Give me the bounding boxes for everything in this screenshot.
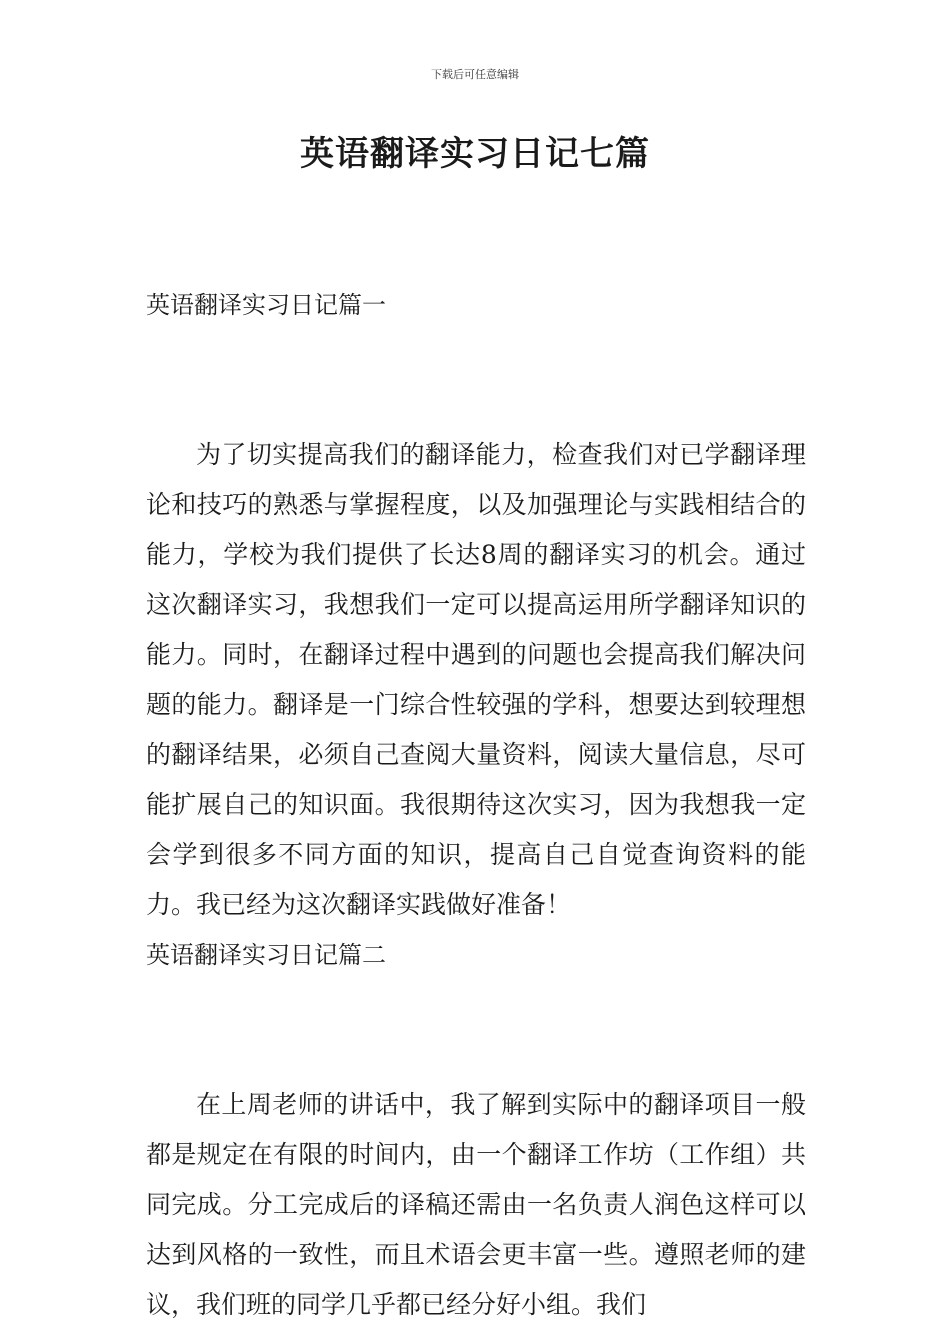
section-heading: 英语翻译实习日记篇一 bbox=[146, 291, 386, 319]
section-heading: 英语翻译实习日记篇二 bbox=[146, 941, 386, 969]
document-title: 英语翻译实习日记七篇 bbox=[300, 134, 650, 174]
document-body bbox=[146, 280, 806, 1330]
section-paragraph: 为了切实提高我们的翻译能力，检查我们对已学翻译理论和技巧的熟悉与掌握程度，以及加强理论与实践相结合的能力，学校为我们提供了长达8周的翻译实习的机会。通过这次翻译实习，我想我们一定可以提高运用所学翻译知识的能力。同时，在翻译过程中遇到的问题也会提高我们解决问题的能力。翻译是一门综合性较强的学科，想要达到较理想的翻译结果，必须自己查阅大量资料，阅读大量信息，尽可能扩展自己的知识面。我很期待这次实习，因为我想我一定会学到很多不同方面的知识，提高自己自觉查询资料的能力。我已经为这次翻译实践做好准备！ bbox=[146, 440, 806, 919]
section-two bbox=[146, 930, 806, 1330]
section-one bbox=[146, 280, 806, 930]
section-paragraph: 在上周老师的讲话中，我了解到实际中的翻译项目一般都是规定在有限的时间内，由一个翻译工作坊（工作组）共同完成。分工完成后的译稿还需由一名负责人润色这样可以达到风格的一致性，而且术语会更丰富一些。遵照老师的建议，我们班的同学几乎都已经分好小组。我们 bbox=[146, 1090, 806, 1319]
header-note: 下载后可任意编辑 bbox=[431, 68, 519, 81]
